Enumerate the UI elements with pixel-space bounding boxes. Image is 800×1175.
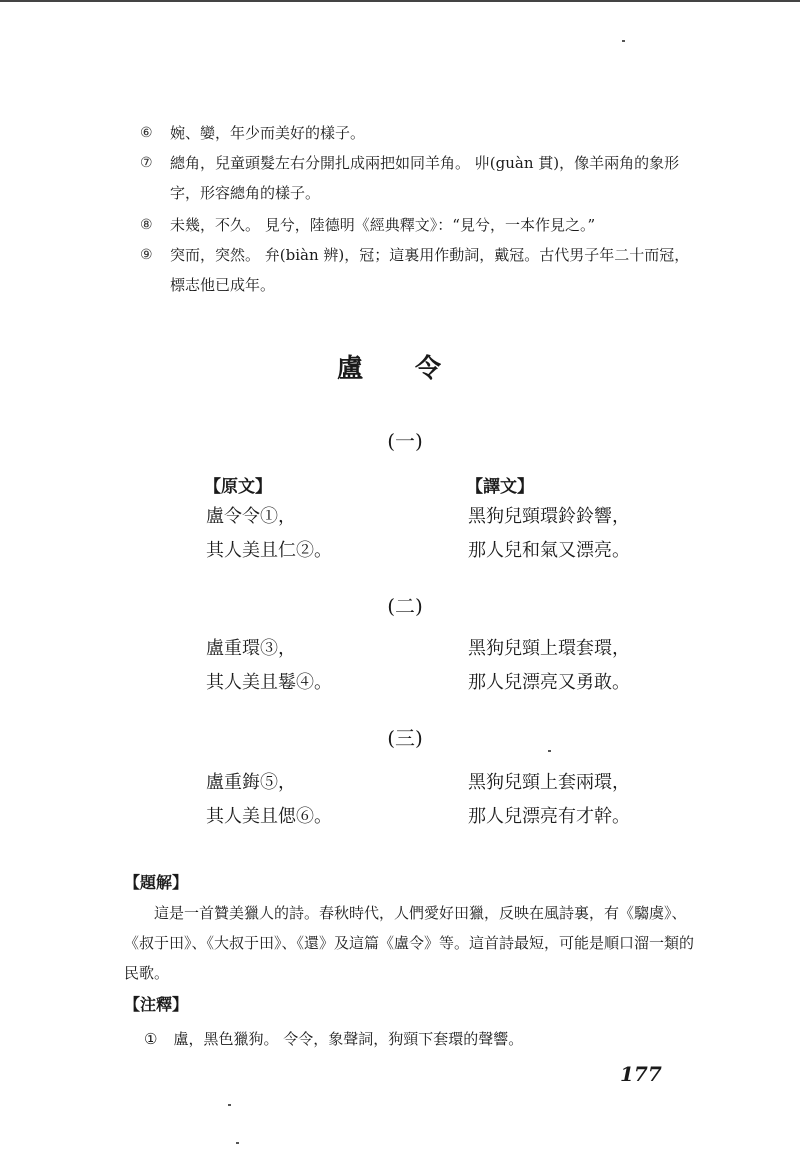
- note-6: [140, 118, 700, 148]
- poem-title: 盧令: [336, 354, 493, 384]
- translation-line: 黑狗兒頸上環套環，: [468, 638, 630, 659]
- original-line: 盧重鋂⑤，: [206, 772, 296, 793]
- note-text: 總角，兒童頭髮左右分開扎成兩把如同羊角。 丱(guàn 貫)，像羊兩角的象形字，形容總角的樣子。: [170, 154, 680, 202]
- note-8: [140, 210, 700, 240]
- translation-line: 黑狗兒頸環鈴鈴響，: [468, 506, 630, 527]
- original-line: 其人美且偲⑥。: [206, 806, 332, 827]
- annotation-text: 盧，黑色獵狗。 令令，象聲詞，狗頸下套環的聲響。: [173, 1030, 524, 1048]
- annotation-1: [144, 1024, 523, 1054]
- stanza-heading-1: (一): [387, 429, 423, 453]
- translation-label: 【譯文】: [466, 477, 534, 497]
- note-text: 未幾，不久。 見兮，陸德明《經典釋文》：“見兮，一本作見之。”: [170, 216, 596, 234]
- translation-line: 黑狗兒頸上套兩環，: [468, 772, 630, 793]
- original-line: 盧重環③，: [206, 638, 296, 659]
- note-text: 婉、孌，年少而美好的樣子。: [170, 124, 366, 142]
- original-line: 其人美且仁②。: [206, 540, 332, 561]
- annotations-label: 【注釋】: [124, 995, 189, 1014]
- original-line: 其人美且鬈④。: [206, 672, 332, 693]
- explanation-label: 【題解】: [124, 873, 189, 892]
- page-number: 177: [620, 1062, 662, 1086]
- original-line: 盧令令①，: [206, 506, 296, 527]
- note-number: ⑧: [140, 217, 153, 233]
- top-rule: [0, 0, 800, 2]
- translation-line: 那人兒和氣又漂亮。: [468, 540, 630, 561]
- scan-speck: [236, 1142, 239, 1144]
- translation-line: 那人兒漂亮又勇敢。: [468, 672, 630, 693]
- original-label: 【原文】: [204, 477, 272, 497]
- annotation-number: ①: [144, 1030, 158, 1048]
- translation-line: 那人兒漂亮有才幹。: [468, 806, 630, 827]
- note-7: [140, 148, 700, 208]
- note-number: ⑨: [140, 247, 153, 263]
- note-text: 突而，突然。 弁(biàn 辨)，冠；這裏用作動詞，戴冠。古代男子年二十而冠，標志他已成年。: [170, 246, 690, 294]
- note-9: [140, 240, 700, 300]
- note-number: ⑦: [140, 155, 153, 171]
- scan-speck: [228, 1104, 231, 1106]
- stanza-heading-3: (三): [387, 726, 423, 750]
- scan-speck: [622, 40, 625, 42]
- note-number: ⑥: [140, 125, 153, 141]
- stanza-heading-2: (二): [387, 594, 423, 618]
- scan-speck: [548, 750, 551, 752]
- explanation-text: 這是一首贊美獵人的詩。春秋時代，人們愛好田獵，反映在風詩裏，有《騶虞》、《叔于田》、《大叔于田》、《還》及這篇《盧令》等。這首詩最短，可能是順口溜一類的民歌。: [124, 904, 695, 982]
